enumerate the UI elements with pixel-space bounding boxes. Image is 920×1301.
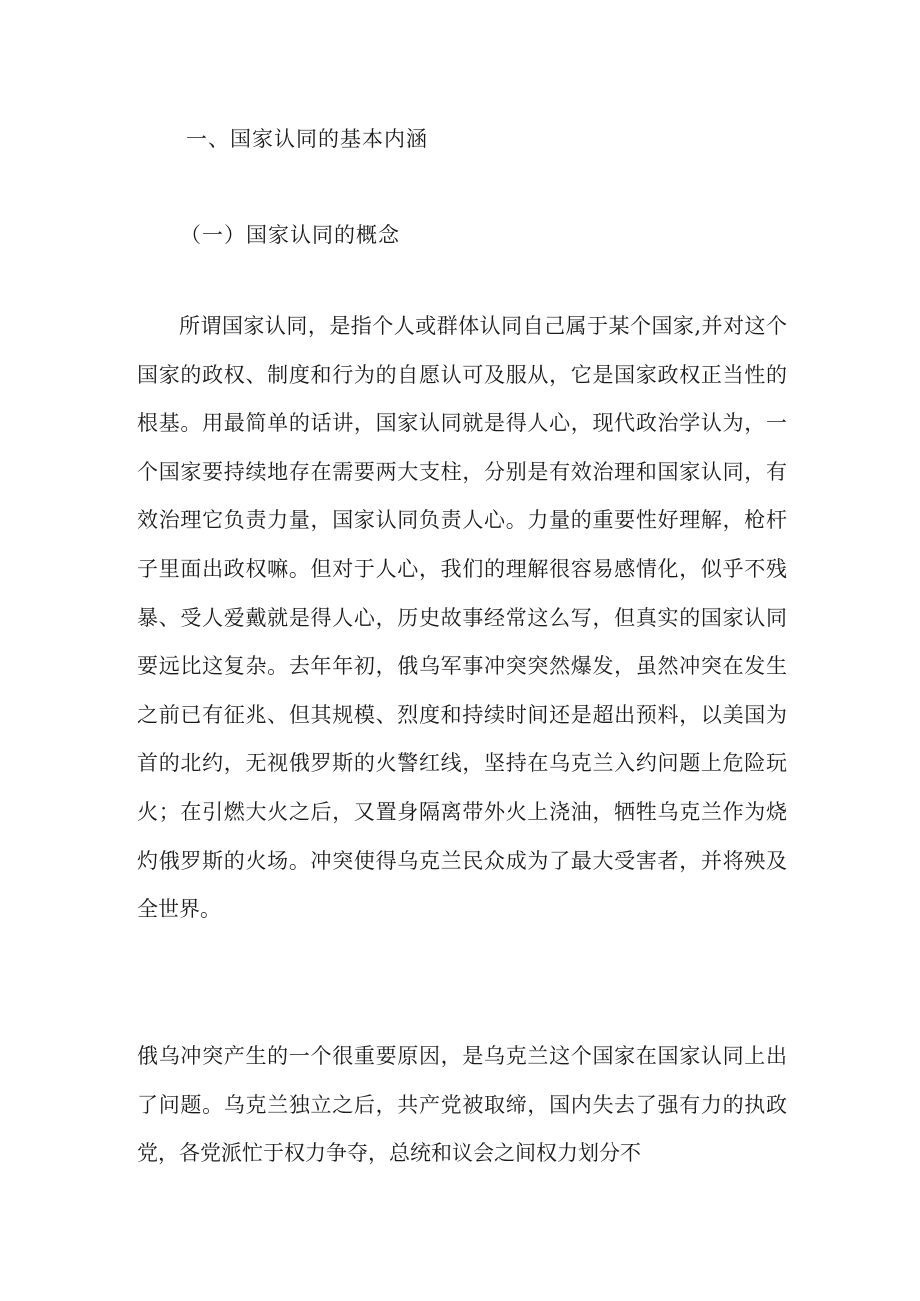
body-paragraph-2: 俄乌冲突产生的一个很重要原因，是乌克兰这个国家在国家认同上出了问题。乌克兰独立之后，共产党被取缔，国内失去了强有力的执政党，各党派忙于权力争夺，总统和议会之间权力划分不 [137, 1044, 787, 1166]
body-paragraph-1: 所谓国家认同，是指个人或群体认同自己属于某个国家,并对这个国家的政权、制度和行为的自愿认可及服从，它是国家政权正当性的根基。用最简单的话讲，国家认同就是得人心，现代政治学认为，一个国家要持续地存在需要两大支柱，分别是有效治理和国家认同，有效治理它负责力量，国家认同负责人心。力量的重要性好理解，枪杆子里面出政权嘛。但对于人心，我们的理解很容易感情化，似乎不残暴、受人爱戴就是得人心，历史故事经常这么写，但真实的国家认同要远比这复杂。去年年初，俄乌军事冲突突然爆发，虽然冲突在发生之前已有征兆、但其规模、烈度和持续时间还是超出预料，以美国为首的北约，无视俄罗斯的火警红线，坚持在乌克兰入约问题上危险玩火；在引燃大火之后，又置身隔离带外火上浇油，牺牲乌克兰作为烧灼俄罗斯的火场。冲突使得乌克兰民众成为了最大受害者，并将殃及全世界。 [137, 314, 787, 922]
subsection-heading: （一）国家认同的概念 [180, 223, 400, 247]
section-heading: 一、国家认同的基本内涵 [186, 127, 428, 151]
